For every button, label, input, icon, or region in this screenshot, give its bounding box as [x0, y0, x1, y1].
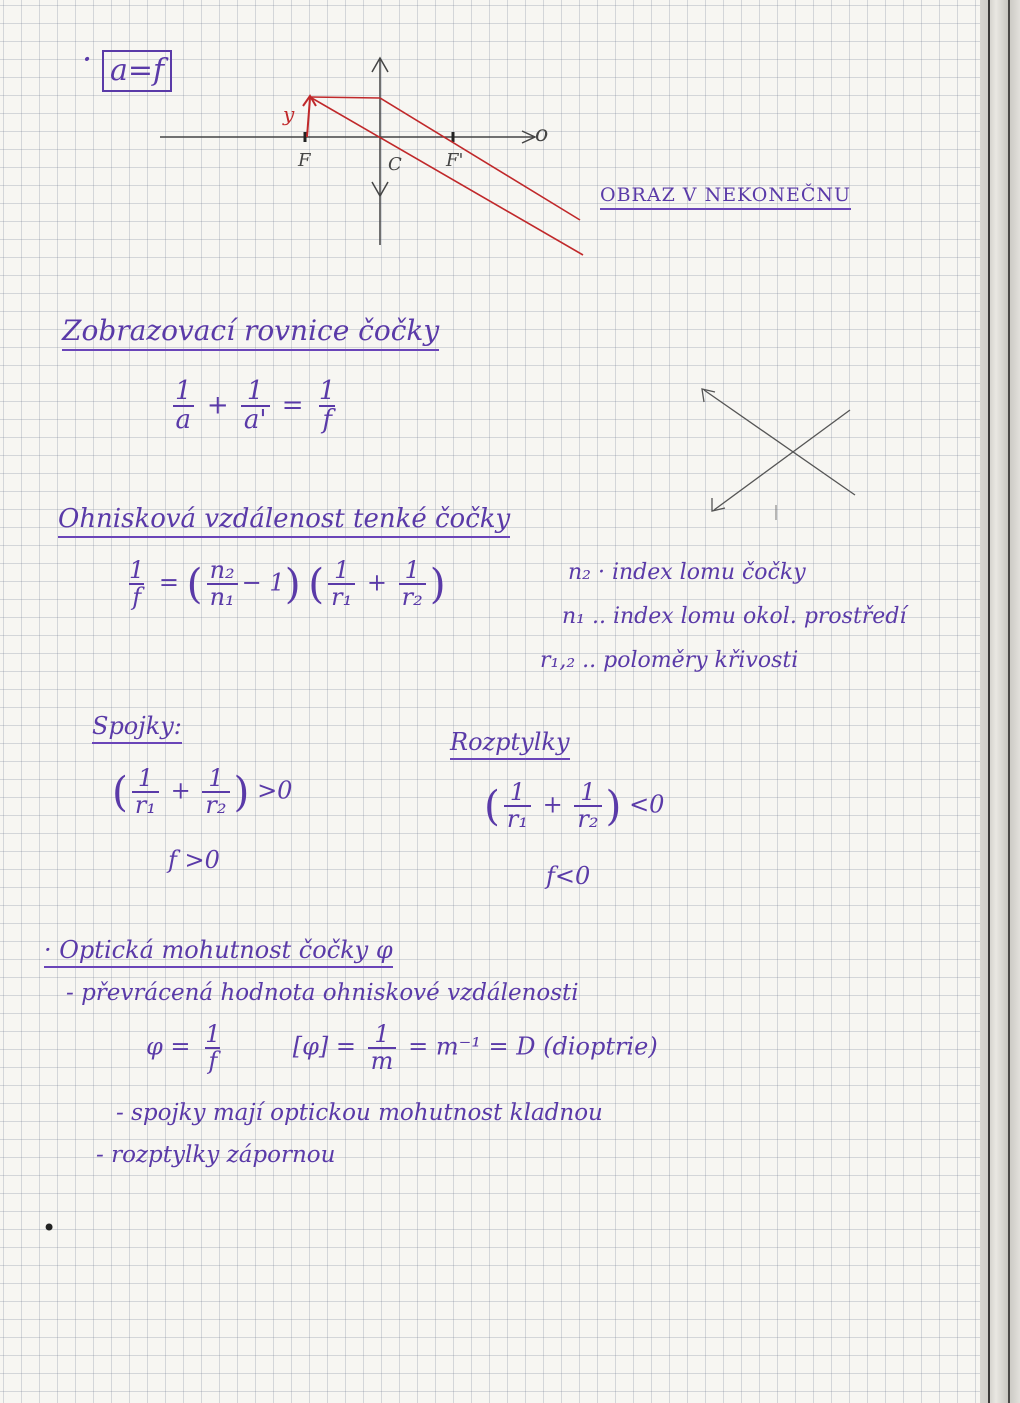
opticka-line3: - spojky mají optickou mohutnost kladnou — [116, 1100, 603, 1126]
rozptylky-inequality: ( $\frac{1}{\text{r₁}}$ + $\frac{1}{\text{r₂}}$ ) <0 — [484, 778, 665, 834]
opticka-line4: - rozptylky zápornou — [96, 1142, 336, 1168]
lensmaker-equation: $\frac{1}{f}$ = ( $\frac{\text{n₂}}{\text{n₁}}$ − 1) ( $\frac{1}{\text{r₁}}$ + $\frac{1}{\text{r₂}}$ ) — [129, 556, 446, 612]
pencil-cross-sketch — [690, 380, 870, 530]
spojky-f-relation: f >0 — [168, 846, 220, 874]
bottom-bullet: • — [42, 1214, 57, 1242]
ray-parallel — [310, 97, 380, 98]
spojky-inequality: ( $\frac{1}{\text{r₁}}$ + $\frac{1}{\text{r₂}}$ ) >0 — [112, 764, 293, 820]
caption-infinity: OBRAZ V NEKONEČNU — [600, 184, 851, 210]
lens-equation: $\frac{1}{a}$ + $\frac{1}{a'}$ = $\frac{1}{f}$ — [168, 378, 342, 435]
note-r12: r₁,₂ .. poloměry křivosti — [540, 648, 799, 673]
optical-power-formula: φ = $\frac{1}{f}$ [φ] = $\frac{1}{m}$ = m⁻¹ = D (dioptrie) — [146, 1020, 658, 1076]
rozptylky-f-relation: f<0 — [546, 862, 591, 890]
object-arrow — [307, 98, 310, 137]
title-rozptylky: Rozptylky — [450, 728, 570, 760]
title-opticka: · Optická mohutnost čočky φ — [44, 936, 393, 968]
title-ohniskova: Ohnisková vzdálenost tenké čočky — [58, 504, 510, 538]
ray-refracted — [380, 98, 580, 220]
label-y: y — [283, 102, 295, 126]
label-c: C — [388, 154, 402, 175]
ray-center — [310, 97, 583, 255]
notebook-binding — [980, 0, 1020, 1403]
opticka-line1: - převrácená hodnota ohniskové vzdálenosti — [66, 980, 579, 1006]
label-f-prime: F' — [446, 150, 464, 171]
binding-edge-line-outer — [1008, 0, 1010, 1403]
bullet-mark: · — [82, 40, 93, 78]
label-f: F — [298, 150, 311, 171]
ray-diagram-infinity — [150, 40, 610, 270]
label-axis-o: o — [535, 122, 549, 147]
boxed-formula: a=f — [102, 50, 172, 92]
binding-edge-line — [988, 0, 990, 1403]
title-zobrazovaci: Zobrazovací rovnice čočky — [62, 314, 439, 351]
note-n1: n₁ .. index lomu okol. prostředí — [562, 604, 907, 629]
note-n2: n₂ · index lomu čočky — [568, 560, 806, 585]
title-spojky: Spojky: — [92, 712, 182, 744]
